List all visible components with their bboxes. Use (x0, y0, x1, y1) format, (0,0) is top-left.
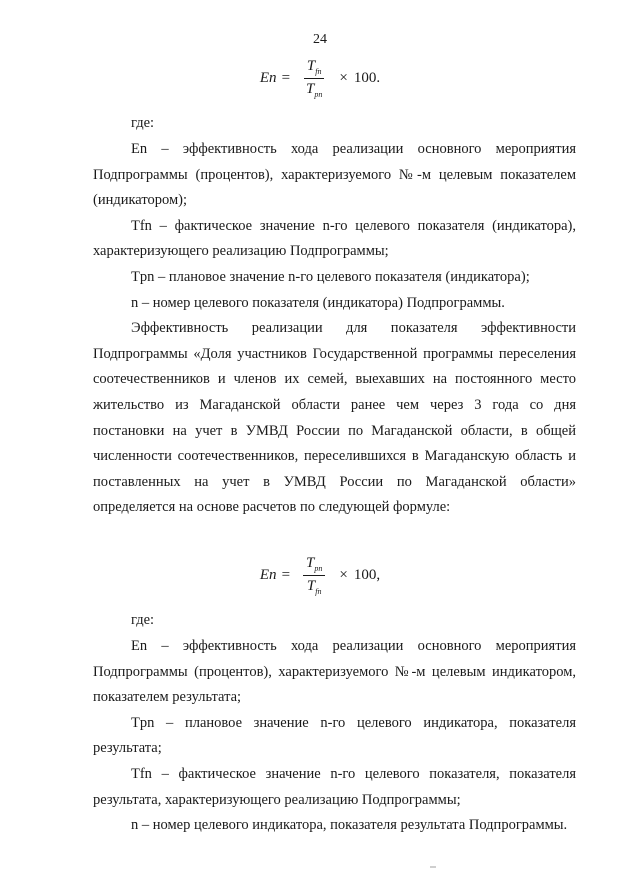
formula-efficiency-1 (0, 58, 640, 99)
formula-equals: = (281, 567, 291, 583)
denominator-base: T (306, 81, 315, 97)
fraction-numerator (304, 58, 325, 79)
fraction-numerator (303, 555, 325, 576)
numerator-subscript: pn (314, 564, 323, 573)
definition-en: En – эффективность хода реализации основного мероприятия Подпрограммы (процентов), характеризуемого №-м целевым показателем (индикатором); (93, 141, 576, 209)
definition-tfn: Tfn – фактическое значение n-го целевого показателя, показателя результата, характеризующего реализацию Подпрограммы; (93, 765, 576, 808)
page-number: 24 (313, 32, 327, 47)
fraction-denominator (303, 79, 325, 99)
formula-fraction (303, 555, 325, 596)
where-label: где: (131, 612, 155, 628)
text-block-1 (93, 137, 576, 521)
formula-times: × (339, 567, 348, 583)
definition-tpn: Tpn – плановое значение n-го целевого индикатора, показателя результата; (93, 714, 576, 757)
definition-tpn: Tpn – плановое значение n-го целевого показателя (индикатора); (131, 268, 530, 285)
definition-n: n – номер целевого показателя (индикатора) Подпрограммы. (131, 294, 505, 311)
numerator-base: T (306, 555, 315, 571)
definition-n: n – номер целевого индикатора, показателя результата Подпрограммы. (131, 817, 568, 834)
definition-en: En – эффективность хода реализации основного мероприятия Подпрограммы (процентов), характеризуемого №-м целевым индикатором, показателем результата; (93, 638, 576, 706)
text-block-2 (93, 634, 576, 839)
formula-factor: 100, (353, 567, 381, 583)
efficiency-paragraph: Эффективность реализации для показателя эффективности Подпрограммы «Доля участников Государственной программы переселения соотечественников и членов их семей, выехавших на постоянного место жительство из Магаданской области ранее чем через 3 года со дня постановки на учет в УМВД России по Магаданской области, в общей численности соотечественников, переселившихся в Магаданскую область и поставленных на учет в УМВД России по Магаданской области» определяется на основе расчетов по следующей формуле: (93, 320, 576, 516)
formula-times: × (339, 70, 348, 86)
denominator-subscript: pn (314, 90, 323, 99)
formula-factor: 100. (353, 70, 381, 86)
numerator-base: T (306, 58, 316, 74)
denominator-base: T (306, 578, 316, 594)
numerator-subscript: fn (315, 67, 322, 76)
formula-equals: = (281, 70, 291, 86)
formula-efficiency-2 (0, 555, 640, 596)
definition-tfn: Tfn – фактическое значение n-го целевого показателя (индикатора), характеризующего реализацию Подпрограммы; (93, 217, 576, 260)
formula-lhs: En (259, 70, 277, 86)
scan-mark (430, 866, 436, 868)
formula-fraction (303, 58, 325, 99)
formula-lhs: En (259, 567, 277, 583)
where-label: где: (131, 115, 155, 131)
denominator-subscript: fn (315, 587, 322, 596)
fraction-denominator (304, 576, 325, 596)
